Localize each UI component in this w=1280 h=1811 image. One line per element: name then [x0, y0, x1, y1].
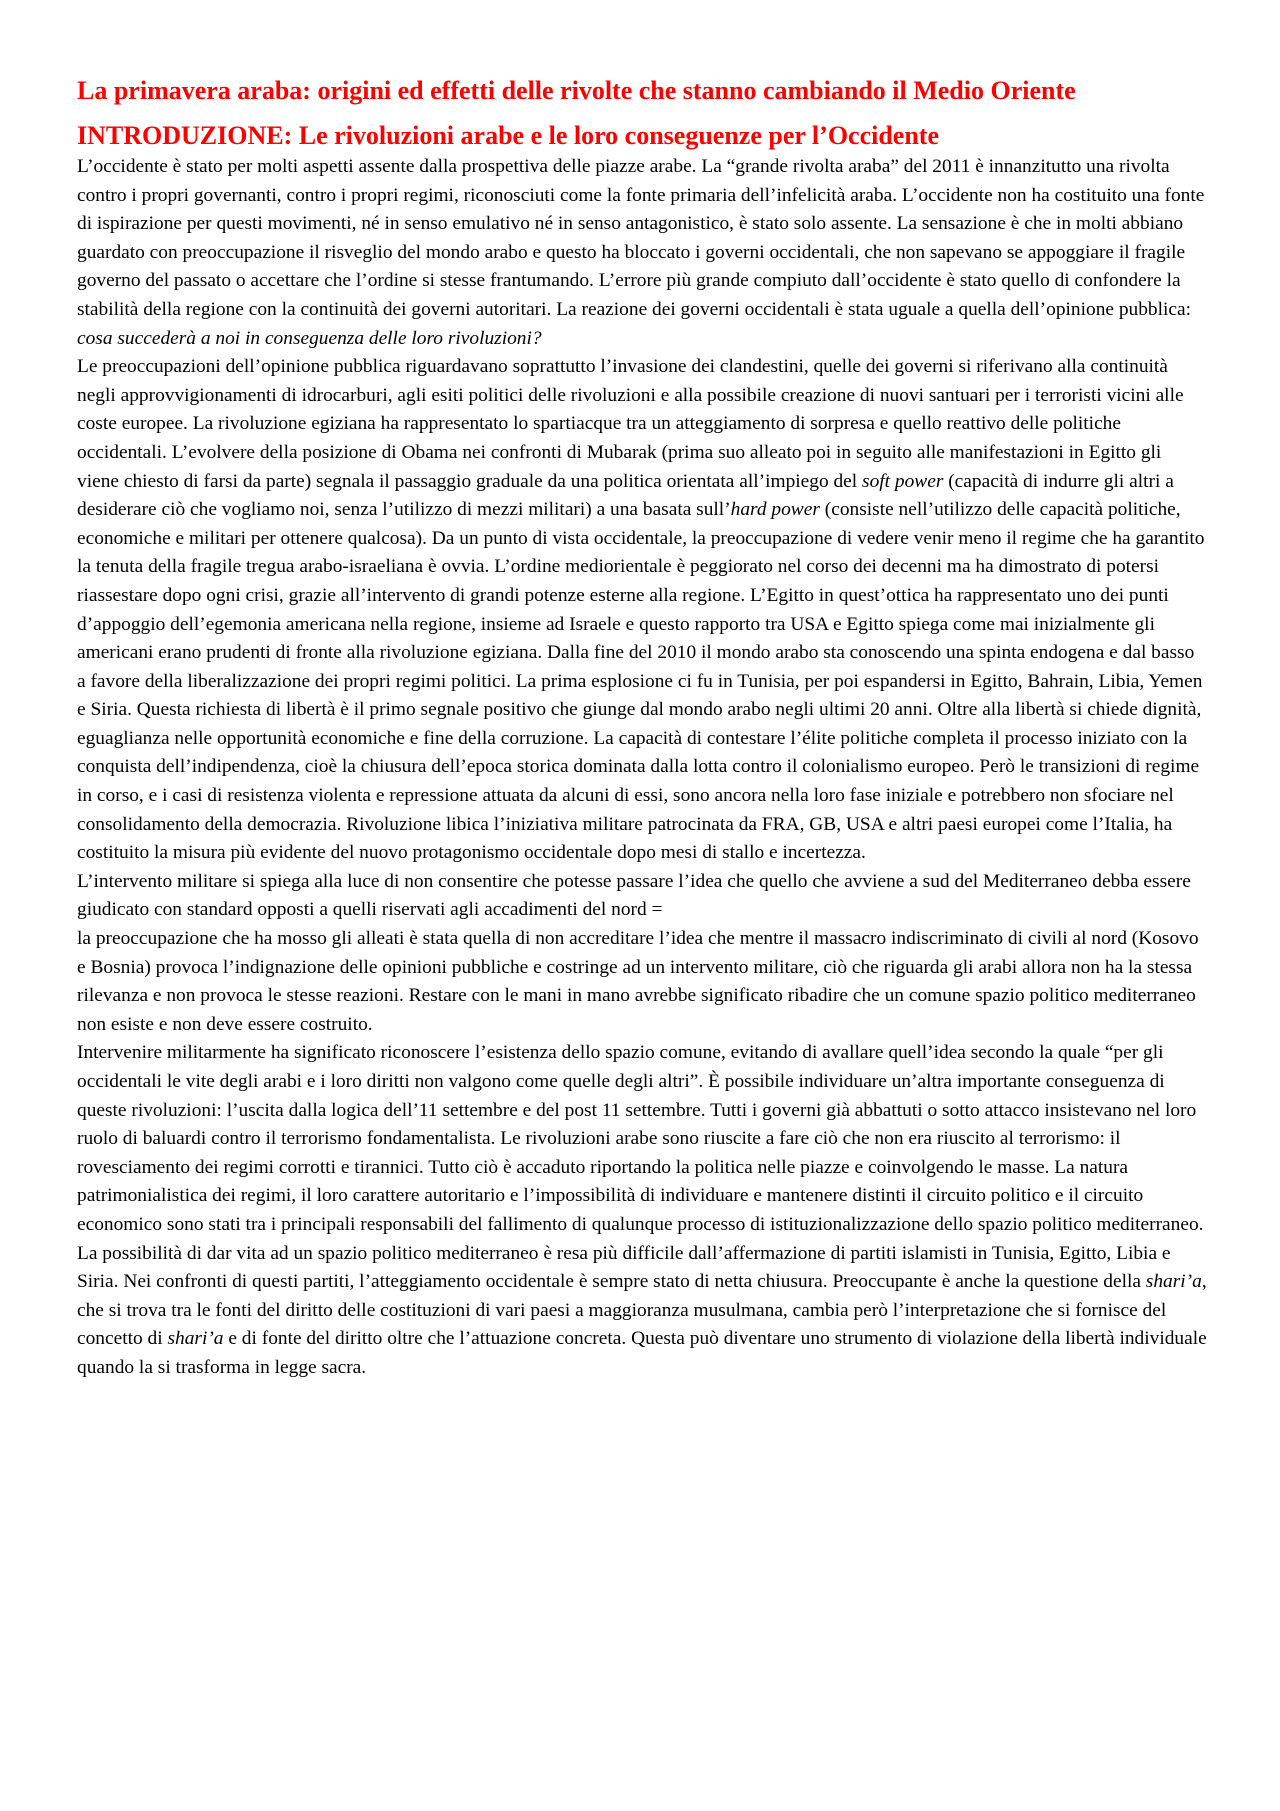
paragraph-text: Le preoccupazioni dell’opinione pubblica riguardavano soprattutto l’invasione dei clandestini, quelle dei governi si riferivano alla continuità negli approvvigionamenti di idrocarburi, agli esiti politici delle rivoluzioni e alla possibile creazione di nuovi santuari per i terroristi vicini alle coste europee. La rivoluzione egiziana ha rappresentato lo spartiacque tra un atteggiamento di sorpresa e quello reattivo delle politiche occidentali. L’evolvere della posizione di Obama nei confronti di Mubarak (prima suo alleato poi in seguito alle manifestazioni in Egitto gli viene chiesto di farsi da parte) segnala il passaggio graduale da una politica orientata all’impiego del: [77, 356, 1184, 492]
paragraph-text: Intervenire militarmente ha significato riconoscere l’esistenza dello spazio comune, evitando di avallare quell’idea secondo la quale “per gli occidentali le vite degli arabi e i loro diritti non valgono come quelle degli altri”. È possibile individuare un’altra importante conseguenza di queste rivoluzioni: l’uscita dalla logica dell’11 settembre e del post 11 settembre. Tutti i governi già abbattuti o sotto attacco insistevano nel loro ruolo di baluardi contro il terrorismo fondamentalista. Le rivoluzioni arabe sono riuscite a fare ciò che non era riuscito al terrorismo: il rovesciamento dei regimi corrotti e tirannici. Tutto ciò è accaduto riportando la politica nelle piazze e coinvolgendo le masse. La natura patrimonialistica dei regimi, il loro carattere autoritario e l’impossibilità di individuare e mantenere distinti il circuito politico e il circuito economico sono stati tra i principali responsabili del fallimento di qualunque processo di istituzionalizzazione dello spazio politico mediterraneo.: [77, 1042, 1204, 1235]
paragraph-text: , che si trova tra le fonti del diritto delle costituzioni di vari paesi a maggioranza musulmana, cambia però l’interpretazione che si fornisce del concetto di: [77, 1271, 1207, 1350]
paragraph-text: La possibilità di dar vita ad un spazio politico mediterraneo è resa più difficile dall’affermazione di partiti islamisti in Tunisia, Egitto, Libia e Siria. Nei confronti di questi partiti, l’atteggiamento occidentale è sempre stato di netta chiusura. Preoccupante è anche la questione della: [77, 1242, 1171, 1293]
italic-text: cosa succederà a noi in conseguenza delle loro rivoluzioni?: [77, 327, 542, 349]
italic-text: shari’a: [1145, 1271, 1202, 1293]
body-paragraph: [77, 153, 1207, 353]
paragraph-text: L’occidente è stato per molti aspetti assente dalla prospettiva delle piazze arabe. La “grande rivolta araba” del 2011 è innanzitutto una rivolta contro i propri governanti, contro i propri regimi, riconosciuti come la fonte primaria dell’infelicità araba. L’occidente non ha costituito una fonte di ispirazione per questi movimenti, né in senso emulativo né in senso antagonistico, è stato solo assente. La sensazione è che in molti abbiano guardato con preoccupazione il risveglio del mondo arabo e questo ha bloccato i governi occidentali, che non sapevano se appoggiare il fragile governo del passato o accettare che l’ordine si stesse frantumando. L’errore più grande compiuto dall’occidente è stato quello di confondere la stabilità della regione con la continuità dei governi autoritari. La reazione dei governi occidentali è stata uguale a quella dell’opinione pubblica:: [77, 156, 1205, 320]
italic-text: shari’a: [167, 1328, 224, 1350]
paragraph-text: la preoccupazione che ha mosso gli alleati è stata quella di non accreditare l’idea che mentre il massacro indiscriminato di civili al nord (Kosovo e Bosnia) provoca l’indignazione delle opinioni pubbliche e costringe ad un intervento militare, ciò che riguarda gli arabi allora non ha la stessa rilevanza e non provoca le stesse reazioni. Restare con le mani in mano avrebbe significato ribadire che un comune spazio politico mediterraneo non esiste e non deve essere costruito.: [77, 928, 1199, 1035]
body-paragraph: [77, 868, 1207, 925]
body-paragraph: [77, 925, 1207, 1039]
body-paragraph: [77, 1039, 1207, 1239]
paragraph-text: (capacità di indurre gli altri a desiderare ciò che vogliamo noi, senza l’utilizzo di mezzi militari) a una basata sull’: [77, 470, 1174, 521]
document-title: La primavera araba: origini ed effetti delle rivolte che stanno cambiando il Medio Oriente: [77, 76, 1076, 105]
body-paragraph: [77, 353, 1207, 868]
italic-text: soft power: [862, 470, 944, 492]
body-paragraph: [77, 1240, 1207, 1383]
paragraph-text: (consiste nell’utilizzo delle capacità politiche, economiche e militari per ottenere qualcosa). Da un punto di vista occidentale, la preoccupazione di vedere venir meno il regime che ha garantito la tenuta della fragile tregua arabo-israeliana è ovvia. L’ordine mediorientale è peggiorato nel corso dei decenni ma ha dimostrato di potersi riassestare dopo ogni crisi, grazie all’intervento di grandi potenze esterne alla regione. L’Egitto in quest’ottica ha rappresentato uno dei punti d’appoggio dell’egemonia americana nella regione, insieme ad Israele e questo rapporto tra USA e Egitto spiega come mai inizialmente gli americani erano prudenti di fronte alla rivoluzione egiziana. Dalla fine del 2010 il mondo arabo sta conoscendo una spinta endogena e dal basso a favore della liberalizzazione dei propri regimi politici. La prima esplosione ci fu in Tunisia, per poi espandersi in Egitto, Bahrain, Libia, Yemen e Siria. Questa richiesta di libertà è il primo segnale positivo che giunge dal mondo arabo negli ultimi 20 anni. Oltre alla libertà si chiede dignità, eguaglianza nelle opportunità economiche e fine della corruzione. La capacità di contestare l’élite politiche completa il processo iniziato con la conquista dell’indipendenza, cioè la chiusura dell’epoca storica dominata dalla lotta contro il colonialismo europeo. Però le transizioni di regime in corso, e i casi di resistenza violenta e repressione attuata da alcuni di essi, sono ancora nella loro fase iniziale e potrebbero non sfociare nel consolidamento della democrazia. Rivoluzione libica l’iniziativa militare patrocinata da FRA, GB, USA e altri paesi europei come l’Italia, ha costituito la misura più evidente del nuovo protagonismo occidentale dopo mesi di stallo e incertezza.: [77, 499, 1205, 864]
paragraph-text: L’intervento militare si spiega alla luce di non consentire che potesse passare l’idea che quello che avviene a sud del Mediterraneo debba essere giudicato con standard opposti a quelli riservati agli accadimenti del nord =: [77, 870, 1191, 921]
body-text: [77, 153, 1207, 1383]
paragraph-text: e di fonte del diritto oltre che l’attuazione concreta. Questa può diventare uno strumento di violazione della libertà individuale quando la si trasforma in legge sacra.: [77, 1328, 1207, 1378]
section-heading: INTRODUZIONE: Le rivoluzioni arabe e le loro conseguenze per l’Occidente: [77, 121, 939, 150]
document-page: [77, 72, 1207, 1383]
italic-text: hard power: [730, 499, 820, 521]
